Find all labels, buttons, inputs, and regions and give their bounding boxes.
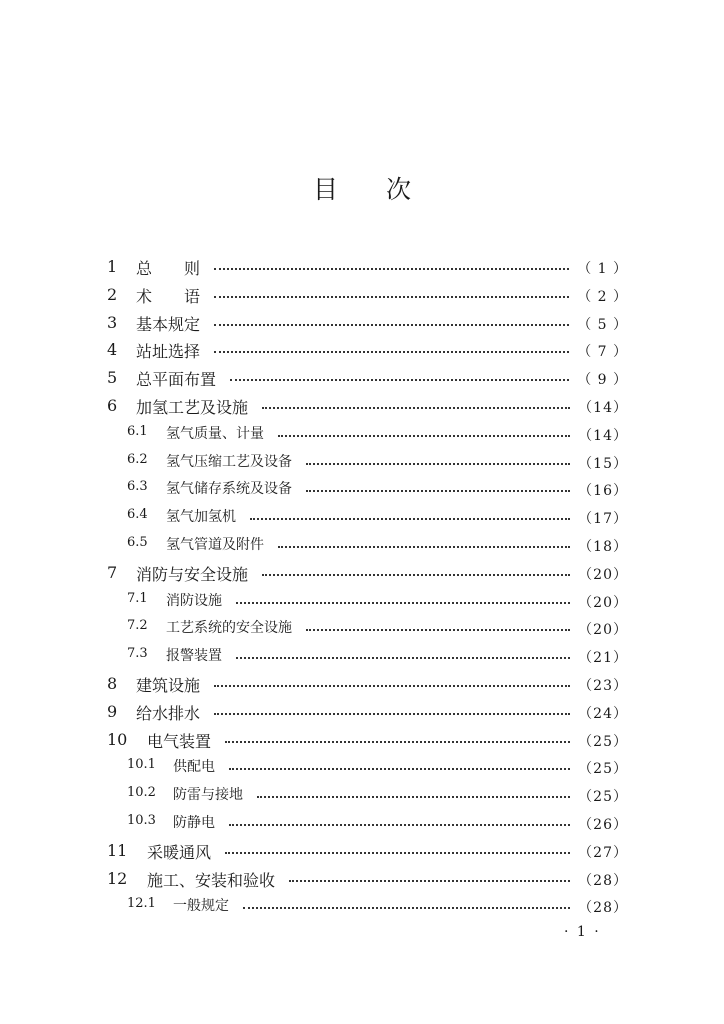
toc-entry-page: （18） [578, 539, 628, 555]
toc-entry-number: 10.1 [127, 757, 156, 773]
toc-entry-number: 7.3 [127, 646, 148, 662]
toc-entry-page: （25） [578, 733, 628, 750]
toc-entry[interactable] [0, 448, 724, 475]
toc-entry[interactable] [0, 865, 724, 892]
toc-entry[interactable] [0, 281, 724, 308]
toc-entry-label: 一般规定 [173, 898, 229, 915]
toc-entry-number: 6.4 [127, 507, 148, 523]
toc-entry[interactable] [0, 559, 724, 586]
toc-entry[interactable] [0, 531, 724, 558]
page-title [0, 170, 724, 206]
toc-entry-number: 7.1 [127, 590, 148, 606]
toc-entry-label: 氢气压缩工艺及设备 [166, 453, 292, 470]
toc-entry[interactable] [0, 614, 724, 641]
toc-entry-page: （25） [578, 789, 628, 806]
toc-entry-label: 基本规定 [136, 314, 201, 334]
toc-entry[interactable] [0, 642, 724, 669]
toc-entry[interactable] [0, 781, 724, 808]
toc-entry[interactable] [0, 309, 724, 336]
toc-entry-page: （ 9 ） [577, 372, 628, 389]
toc-leader-dots [214, 351, 569, 353]
toc-entry[interactable] [0, 503, 724, 530]
toc-entry-page: （24） [578, 705, 628, 722]
toc-entry-number: 6.1 [127, 423, 148, 439]
title-char-1: 目 [312, 175, 338, 204]
toc-entry-label: 报警装置 [166, 648, 222, 665]
toc-leader-dots [257, 796, 570, 798]
toc-entry-label: 总平面布置 [136, 370, 217, 390]
toc-leader-dots [225, 852, 570, 854]
toc-entry[interactable] [0, 837, 724, 864]
toc-entry-number: 7.2 [127, 618, 148, 634]
toc-leader-dots [214, 685, 570, 687]
toc-entry[interactable] [0, 587, 724, 614]
toc-entry-page: （14） [578, 400, 628, 416]
toc-entry-page: （27） [578, 844, 628, 861]
toc-entry-page: （ 1 ） [577, 261, 628, 277]
toc-entry-label: 氢气储存系统及设备 [166, 481, 292, 498]
toc-leader-dots [262, 407, 570, 409]
toc-entry-label: 加氢工艺及设施 [136, 398, 249, 417]
toc-entry[interactable] [0, 753, 724, 780]
toc-leader-dots [278, 435, 570, 437]
toc-entry-number: 10.2 [127, 785, 156, 801]
toc-leader-dots [306, 463, 570, 465]
toc-entry[interactable] [0, 392, 724, 419]
toc-entry-label: 防静电 [173, 815, 215, 831]
toc-entry-page: （14） [578, 427, 628, 444]
toc-leader-dots [229, 768, 570, 770]
page-number: · 1 · [564, 924, 601, 940]
toc-leader-dots [306, 490, 570, 492]
toc-entry-page: （16） [578, 483, 628, 500]
toc-entry[interactable] [0, 336, 724, 363]
toc-entry-label: 给水排水 [136, 703, 201, 723]
toc-entry-page: （20） [578, 566, 628, 583]
toc-entry[interactable] [0, 698, 724, 725]
toc-entry[interactable] [0, 670, 724, 697]
toc-entry-number: 5 [107, 368, 118, 388]
toc-entry-number: 1 [107, 257, 118, 276]
toc-entry-number: 6.5 [127, 535, 148, 550]
toc-leader-dots [214, 296, 569, 298]
toc-entry[interactable] [0, 892, 724, 919]
toc-entry-label: 氢气加氢机 [166, 509, 236, 526]
toc-entry-page: （20） [578, 594, 628, 611]
toc-leader-dots [236, 657, 570, 659]
toc-entry-number: 3 [107, 312, 118, 332]
toc-entry-label: 氢气质量、计量 [166, 425, 264, 442]
toc-entry-label: 施工、安装和验收 [147, 870, 276, 890]
toc-entry-page: （17） [578, 511, 628, 528]
toc-entry-page: （28） [578, 900, 628, 917]
toc-entry-number: 10.3 [127, 813, 156, 828]
toc-entry-page: （21） [578, 650, 628, 667]
toc-entry-label: 站址选择 [136, 342, 201, 362]
toc-entry-number: 6 [107, 396, 118, 415]
toc-entry-page: （ 5 ） [577, 316, 628, 333]
toc-leader-dots [289, 880, 570, 882]
toc-entry-number: 8 [107, 674, 118, 693]
toc-entry-page: （15） [578, 455, 628, 472]
toc-entry-number: 12.1 [127, 896, 156, 912]
toc-entry-number: 11 [107, 840, 128, 860]
toc-entry[interactable] [0, 364, 724, 391]
toc-entry[interactable] [0, 420, 724, 447]
toc-entry-label: 工艺系统的安全设施 [166, 620, 292, 637]
toc-entry-number: 6.2 [127, 451, 148, 467]
toc-leader-dots [229, 824, 570, 826]
toc-leader-dots [262, 574, 570, 576]
toc-entry-number: 4 [107, 340, 118, 360]
toc-entry-page: （26） [578, 817, 628, 833]
toc-entry-page: （28） [578, 872, 628, 889]
toc-leader-dots [278, 546, 570, 548]
toc-leader-dots [250, 518, 570, 520]
toc-entry-page: （25） [578, 761, 628, 778]
toc-entry-label: 电气装置 [147, 731, 212, 751]
toc-leader-dots [236, 602, 570, 604]
toc-leader-dots [243, 907, 570, 909]
toc-entry-label: 氢气管道及附件 [166, 537, 264, 553]
toc-entry-number: 12 [107, 868, 128, 888]
title-char-2: 次 [386, 175, 412, 204]
toc-leader-dots [230, 379, 569, 381]
toc-entry-label: 供配电 [173, 759, 215, 776]
toc-entry-label: 总 则 [136, 259, 201, 278]
toc-entry-number: 9 [107, 701, 118, 721]
toc-entry[interactable] [0, 253, 724, 280]
toc-entry-label: 术 语 [136, 286, 201, 306]
toc-entry[interactable] [0, 475, 724, 502]
toc-entry-number: 7 [107, 562, 118, 582]
toc-entry-label: 消防设施 [166, 592, 222, 609]
toc-entry-page: （ 2 ） [577, 288, 628, 305]
toc-entry-page: （23） [578, 678, 628, 694]
toc-entry-number: 6.3 [127, 479, 148, 495]
toc-entry-page: （ 7 ） [577, 344, 628, 361]
toc-entry-label: 消防与安全设施 [136, 564, 249, 584]
toc-entry-page: （20） [578, 622, 628, 639]
toc-leader-dots [214, 268, 569, 270]
toc-entry-label: 建筑设施 [136, 676, 201, 695]
toc-entry-label: 防雷与接地 [173, 787, 243, 804]
toc-leader-dots [306, 629, 570, 631]
toc-entry-number: 2 [107, 284, 118, 304]
toc-entry[interactable] [0, 809, 724, 836]
toc-entry[interactable] [0, 726, 724, 753]
toc-entry-number: 10 [107, 729, 128, 749]
toc-leader-dots [214, 713, 570, 715]
toc-leader-dots [214, 324, 569, 326]
toc-leader-dots [225, 741, 570, 743]
toc-entry-label: 采暖通风 [147, 842, 212, 862]
